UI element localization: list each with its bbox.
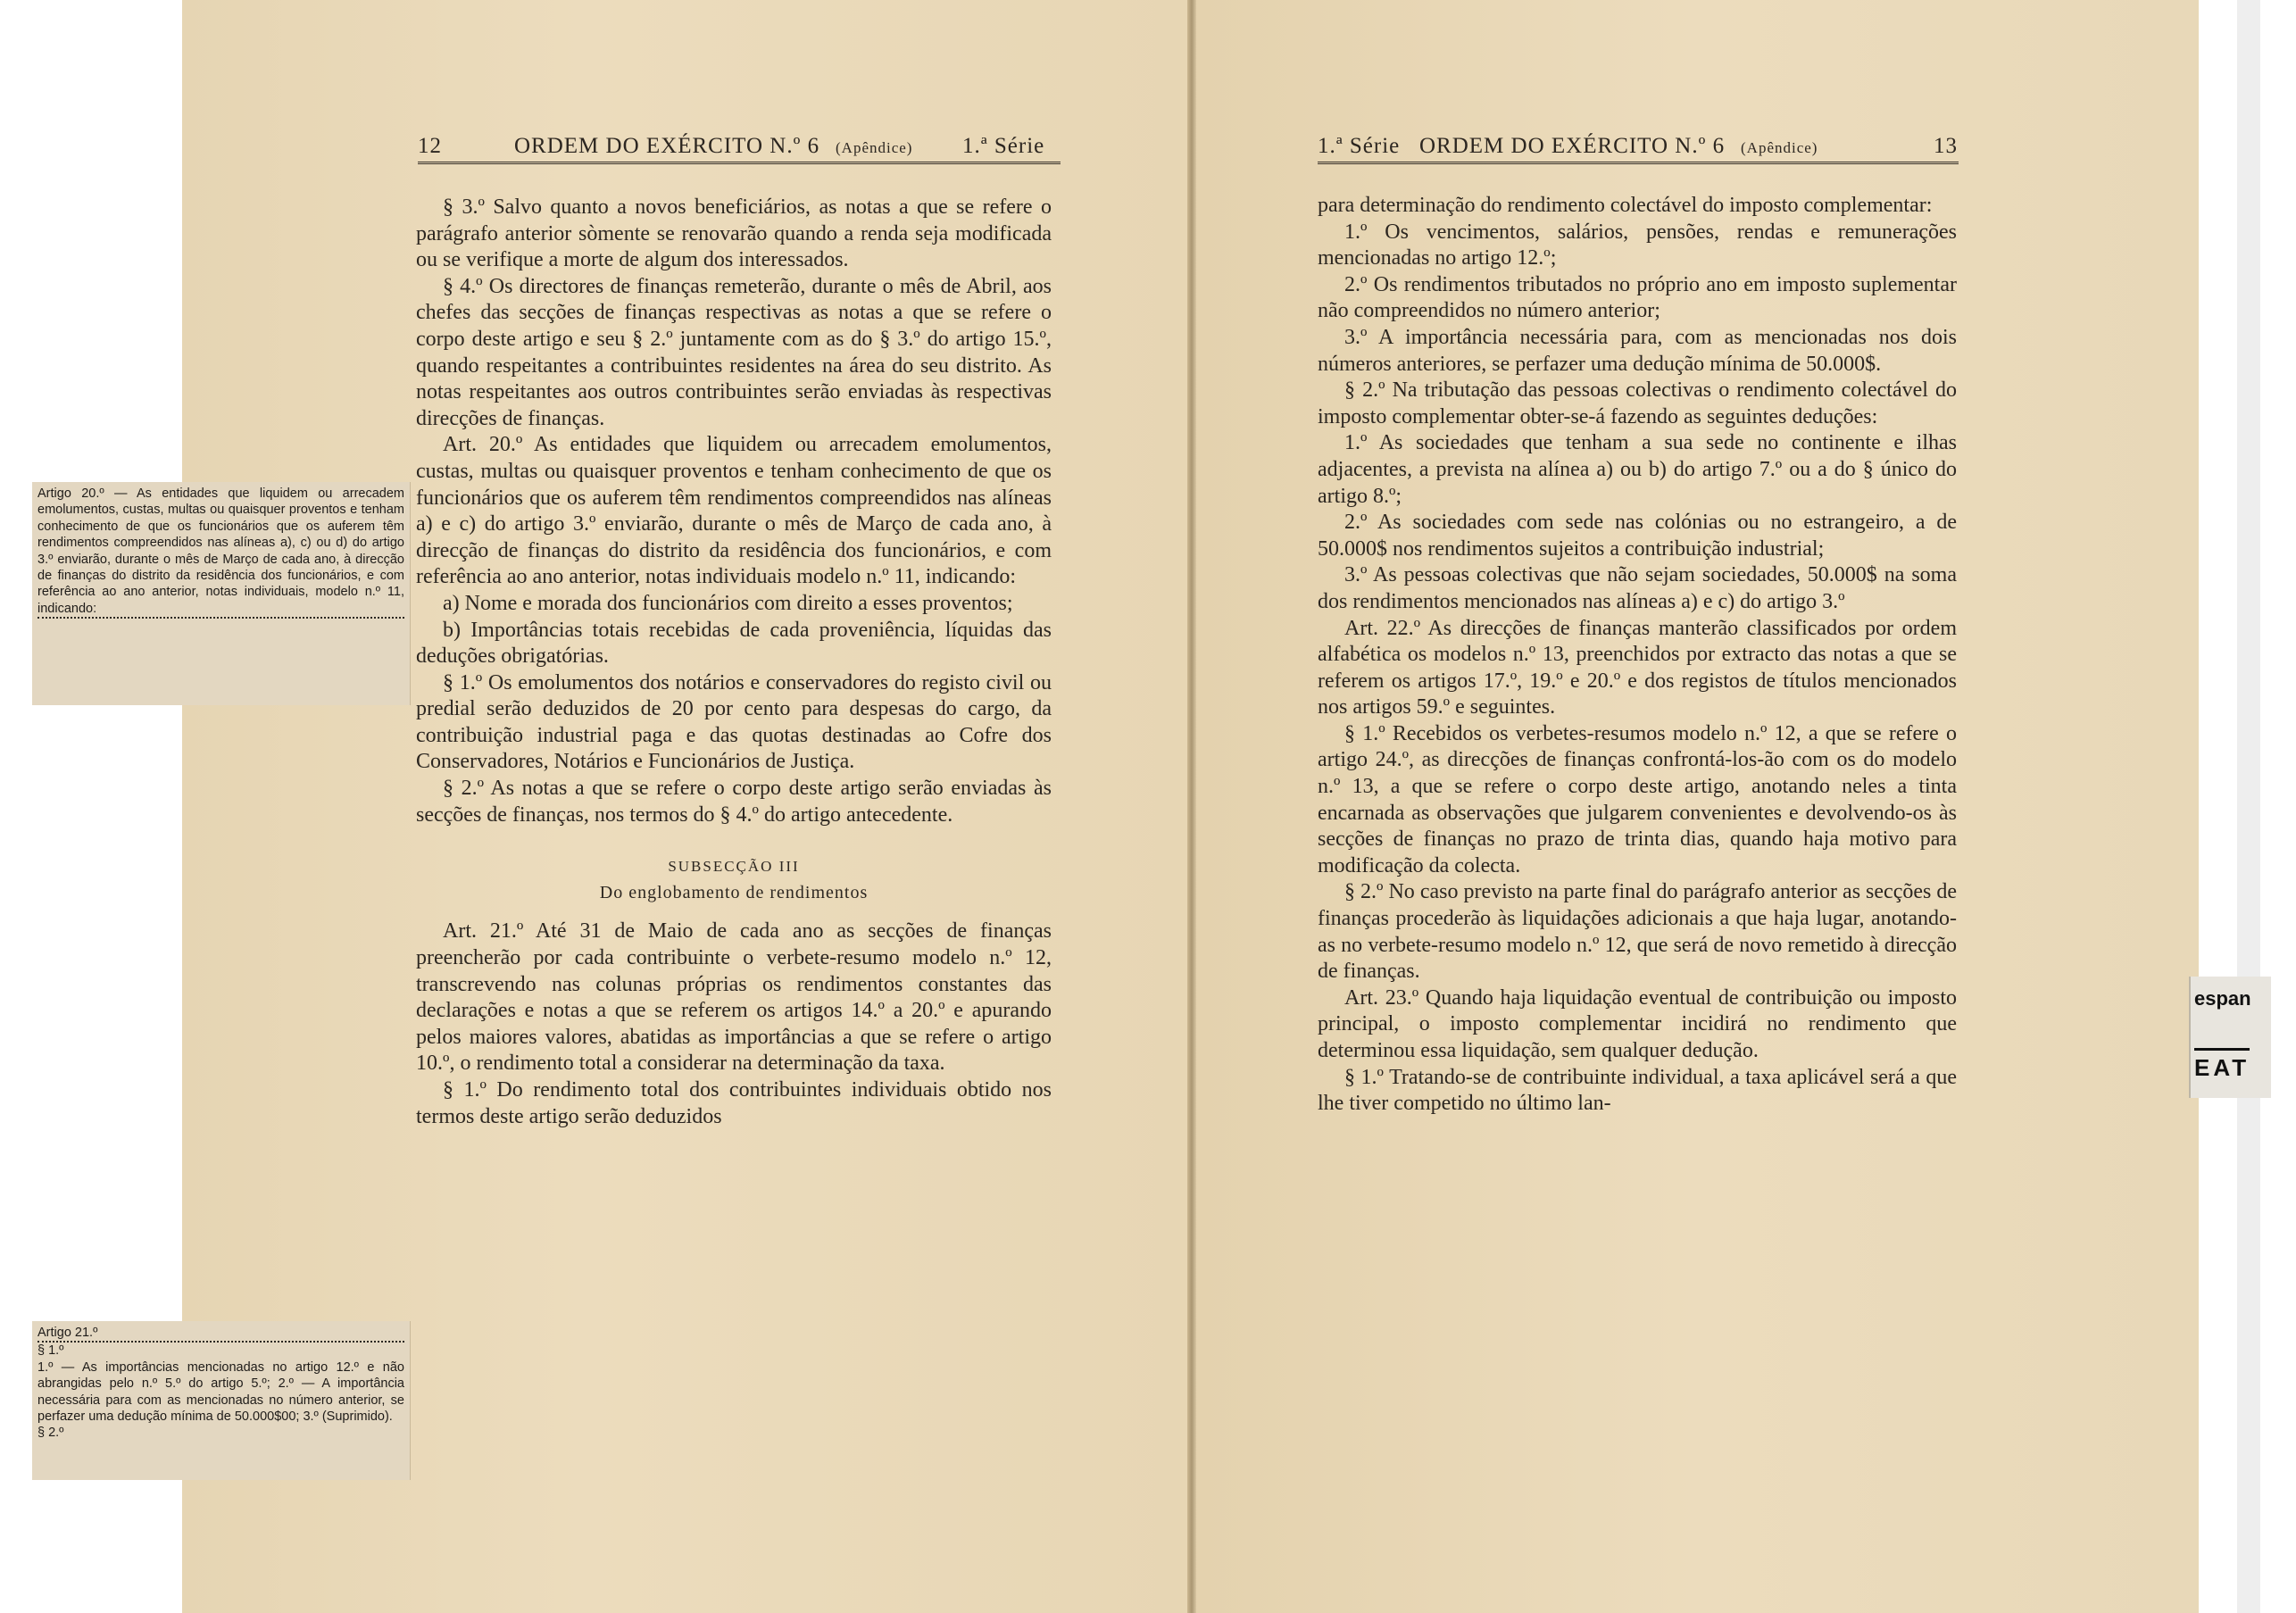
scrap-word: espan <box>2194 987 2251 1010</box>
paragraph: 1.º Os vencimentos, salários, pensões, rendas e remunerações mencionadas no artigo 12.º; <box>1318 220 1957 270</box>
dotted-rule <box>37 617 404 619</box>
clipping-para-label: § 1.º <box>37 1343 64 1359</box>
scrap-word-2: EAT <box>2194 1048 2250 1082</box>
paragraph: 2.º Os rendimentos tributados no próprio ano em imposto suplementar não compreendidos no número anterior; <box>1318 272 1957 323</box>
page-fold <box>1187 0 1196 1613</box>
header-appendix: (Apêndice) <box>1741 139 1818 156</box>
paragraph: b) Importâncias totais recebidas de cada proveniência, líquidas das deduções obrigatórias. <box>416 618 1052 669</box>
paragraph: 3.º As pessoas colectivas que não sejam sociedades, 50.000$ na soma dos rendimentos mencionados nas alíneas a) e c) do artigo 3.º <box>1318 563 1957 613</box>
right-column <box>1318 193 1957 1118</box>
page-number: 12 <box>418 134 442 158</box>
paragraph: Art. 20.º As entidades que liquidem ou arrecadem emolumentos, custas, multas ou quaisquer proventos e tenham conhecimento de que os funcionários que os auferem têm rendimentos compreendidos nas alíneas a) e c) do artigo 3.º enviarão, durante o mês de Março de cada ano, à direcção de finanças do distrito da residência dos funcionários, e com referência ao ano anterior, notas individuais modelo n.º 11, indicando: <box>416 433 1052 589</box>
clipping-text: Artigo 20.º — As entidades que liquidem ou arrecadem emolumentos, custas, multas ou quaisquer proventos e tenham conhecimento de que os funcionários que os auferem têm rendimentos compreendidos nas alíneas a), c) ou d) do artigo 3.º enviarão, durante o mês de Março de cada ano, à direcção de finanças do distrito da residência dos funcionários, e com referência ao ano anterior, notas individuais, modelo n.º 11, indicando: <box>37 486 404 616</box>
subsection-title: Do englobamento de rendimentos <box>599 882 869 902</box>
newspaper-clipping-article-21 <box>32 1321 411 1480</box>
paragraph: § 4.º Os directores de finanças remeterão, durante o mês de Abril, aos chefes das secções de finanças respectivas as notas a que se refere o corpo deste artigo e seu § 2.º juntamente com as do § 3.º do artigo 15.º, quando respeitantes a contribuintes residentes na área do seu distrito. As notas respeitantes aos outros contribuintes serão enviadas às respectivas direcções de finanças. <box>416 274 1052 430</box>
paragraph: § 2.º As notas a que se refere o corpo deste artigo serão enviadas às secções de finanças, nos termos do § 4.º do artigo antecedente. <box>416 777 1052 827</box>
right-page-header <box>1318 134 1959 164</box>
paragraph: 1.º As sociedades que tenham a sua sede no continente e ilhas adjacentes, a prevista na alínea a) ou b) do artigo 7.º ou a do § único do artigo 8.º; <box>1318 431 1957 508</box>
paragraph: § 1.º Recebidos os verbetes-resumos modelo n.º 12, a que se refere o artigo 24.º, as direcções de finanças confrontá-los-ão com os do modelo n.º 13, a que se refere o corpo deste artigo, anotando neles a tinta encarnada as observações que julgarem convenientes e devolvendo-os às secções de finanças no prazo de trinta dias, quando haja motivo para modificação da colecta. <box>1318 721 1957 877</box>
clipping-text: 1.º — As importâncias mencionadas no artigo 12.º e não abrangidas pelo n.º 5.º do artigo 5.º; 2.º — A importância necessária para com as mencionadas no número anterior, se perfazer uma dedução mínima de 50.000$00; 3.º (Suprimido). <box>37 1359 404 1425</box>
left-column <box>416 195 1052 1130</box>
header-series: 1.ª Série <box>1318 134 1401 158</box>
paragraph: 3.º A importância necessária para, com as mencionadas nos dois números anteriores, se perfazer uma dedução mínima de 50.000$. <box>1318 325 1957 376</box>
paragraph: § 1.º Do rendimento total dos contribuintes individuais obtido nos termos deste artigo serão deduzidos <box>416 1078 1052 1128</box>
subsection-label: SUBSECÇÃO III <box>668 858 800 876</box>
paragraph: 2.º As sociedades com sede nas colónias ou no estrangeiro, a de 50.000$ nos rendimentos sujeitos a contribuição industrial; <box>1318 511 1957 561</box>
paragraph: § 2.º No caso previsto na parte final do parágrafo anterior as secções de finanças procederão às liquidações adicionais a que haja lugar, anotando-as no verbete-resumo modelo n.º 12, que será de novo remetido à direcção de finanças. <box>1318 880 1957 984</box>
paragraph: § 1.º Os emolumentos dos notários e conservadores do registo civil ou predial serão deduzidos de 20 por cento para despesas do cargo, da contribuição industrial paga e das quotas destinadas ao Cofre dos Conservadores, Notários e Funcionários de Justiça. <box>416 670 1052 774</box>
header-title: ORDEM DO EXÉRCITO N.º 6 <box>1419 134 1726 158</box>
paragraph: § 3.º Salvo quanto a novos beneficiários, as notas a que se refere o parágrafo anterior sòmente se renovarão quando a renda seja modificada ou se verifique a morte de algum dos interessados. <box>416 195 1052 272</box>
left-page-header <box>418 134 1061 164</box>
clipping-heading: Artigo 21.º <box>37 1326 98 1340</box>
paragraph: Art. 21.º Até 31 de Maio de cada ano as secções de finanças preencherão por cada contribuinte o verbete-resumo modelo n.º 12, transcrevendo nas colunas próprias os rendimentos constantes das declarações e notas a que se referem os artigos 14.º a 20.º e apurando pelos maiores valores, abatidas as importâncias a que se refere o artigo 10.º, o rendimento total a considerar na determinação da taxa. <box>416 919 1052 1076</box>
paragraph: § 2.º Na tributação das pessoas colectivas o rendimento colectável do imposto complementar obter-se-á fazendo as seguintes deduções: <box>1318 378 1957 428</box>
background-paper-strip <box>2237 0 2260 1613</box>
newspaper-scrap <box>2189 977 2271 1098</box>
paragraph: a) Nome e morada dos funcionários com direito a esses proventos; <box>443 591 1013 615</box>
paragraph: § 1.º Tratando-se de contribuinte individual, a taxa aplicável será a que lhe tiver competido no último lan- <box>1318 1065 1957 1116</box>
paragraph: para determinação do rendimento colectável do imposto complementar: <box>1318 194 1933 217</box>
clipping-para-label-2: § 2.º <box>37 1426 64 1441</box>
newspaper-clipping-article-20 <box>32 482 411 705</box>
header-series: 1.ª Série <box>962 134 1045 158</box>
paragraph: Art. 23.º Quando haja liquidação eventual de contribuição ou imposto principal, o imposto complementar incidirá no rendimento que determinou essa liquidação, sem qualquer dedução. <box>1318 985 1957 1062</box>
header-title: ORDEM DO EXÉRCITO N.º 6 <box>514 134 820 158</box>
page-number: 13 <box>1934 134 1958 158</box>
paragraph: Art. 22.º As direcções de finanças manterão classificados por ordem alfabética os modelos n.º 13, preenchidos por extracto das notas a que se referem os artigos 17.º, 19.º e 20.º e dos registos de títulos mencionados nos artigos 59.º e seguintes. <box>1318 616 1957 719</box>
header-appendix: (Apêndice) <box>836 139 913 156</box>
